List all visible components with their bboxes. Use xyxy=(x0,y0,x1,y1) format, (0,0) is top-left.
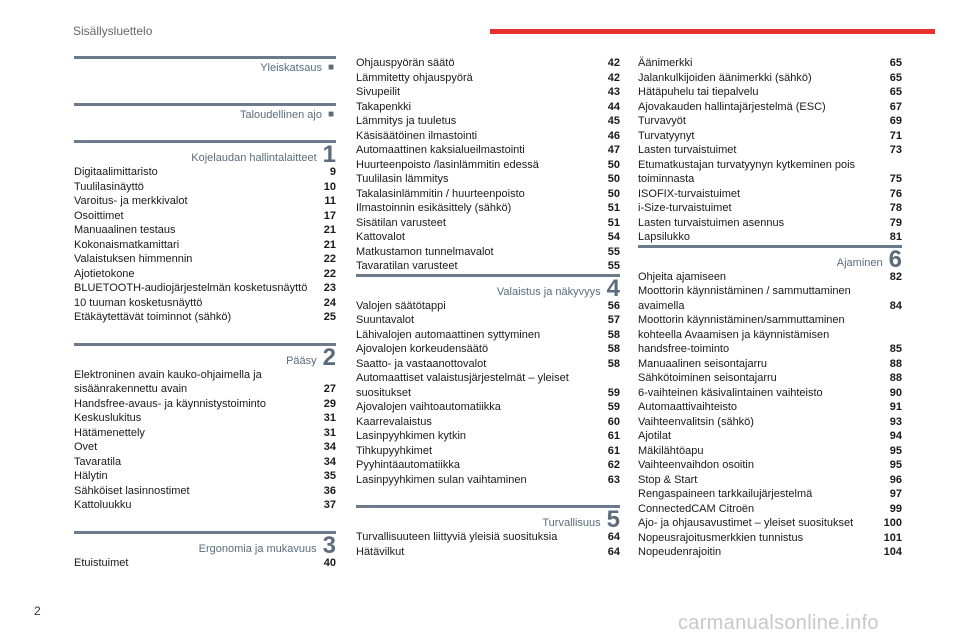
toc-entry-title: Stop & Start xyxy=(638,473,698,486)
toc-entry-title: Lasinpyyhkimen sulan vaihtaminen xyxy=(356,473,527,486)
toc-entry-page: 82 xyxy=(889,270,902,283)
toc-entry-title: Vaihteenvalitsin (sähkö) xyxy=(638,415,754,428)
section-heading xyxy=(74,140,336,168)
section-heading xyxy=(74,103,336,122)
toc-entry[interactable] xyxy=(356,400,620,415)
toc-entry[interactable] xyxy=(356,172,620,187)
toc-entry[interactable] xyxy=(74,556,336,571)
toc-entry-title: Lapsilukko xyxy=(638,231,690,243)
toc-entry-page: 10 xyxy=(323,180,336,193)
toc-entry-page: 67 xyxy=(889,100,902,113)
toc-entry-page: 27 xyxy=(323,383,336,395)
toc-entry-title: Jalankulkijoiden äänimerkki (sähkö) xyxy=(638,71,812,84)
toc-section xyxy=(74,531,336,571)
toc-entry-page: 50 xyxy=(607,158,620,171)
toc-entry-title: Kokonaismatkamittari xyxy=(74,238,180,251)
toc-entry-page: 58 xyxy=(607,343,620,355)
toc-entry[interactable] xyxy=(638,458,902,473)
toc-entry-title: Tuulilasinäyttö xyxy=(74,180,144,193)
toc-entry-title: Lasinpyyhkimen kytkin xyxy=(356,430,467,442)
toc-entry-title: Keskuslukitus xyxy=(74,412,142,424)
toc-entry-title: Vaihteenvaihdon osoitin xyxy=(638,459,754,471)
section-heading xyxy=(74,531,336,559)
toc-entry-title: Etäkäytettävät toiminnot (sähkö) xyxy=(74,311,232,323)
toc-section xyxy=(74,343,336,513)
toc-entry[interactable] xyxy=(356,530,620,545)
toc-entry[interactable] xyxy=(356,545,620,560)
toc-entry-title: Lämmitetty ohjauspyörä xyxy=(356,71,473,84)
toc-entry-title: Käsisäätöinen ilmastointi xyxy=(356,129,478,142)
toc-entry[interactable] xyxy=(638,473,902,488)
toc-entry-title: Automaattinen kaksialueilmastointi xyxy=(356,144,525,156)
toc-entry-page: 47 xyxy=(607,144,620,156)
toc-entry[interactable] xyxy=(638,545,902,560)
toc-entry-page: 101 xyxy=(883,531,902,544)
toc-entry[interactable] xyxy=(638,71,902,86)
section-title[interactable]: Ajaminen xyxy=(836,256,883,269)
toc-entry[interactable] xyxy=(356,85,620,100)
toc-section xyxy=(638,56,902,245)
toc-entry-page: 61 xyxy=(607,444,620,457)
toc-entry-title: Ohjauspyörän säätö xyxy=(356,57,455,69)
toc-entry[interactable] xyxy=(638,502,902,517)
toc-entry-title: Pyyhintäautomatiikka xyxy=(356,459,460,471)
toc-entry[interactable] xyxy=(74,498,336,513)
toc-entry-page: 55 xyxy=(607,260,620,272)
toc-entry-page: 71 xyxy=(889,129,902,142)
toc-entry[interactable] xyxy=(638,444,902,459)
toc-entry[interactable] xyxy=(638,100,902,115)
toc-entry-title: Lasten turvaistuimen asennus xyxy=(638,216,785,229)
section-number: 3 xyxy=(322,531,336,559)
toc-entry[interactable] xyxy=(74,469,336,484)
toc-entry-title: Nopeudenrajoitin xyxy=(638,546,722,558)
toc-entry-page: 95 xyxy=(889,444,902,457)
toc-entry-page: 95 xyxy=(889,459,902,471)
toc-entry-title: Tihkupyyhkimet xyxy=(356,444,433,457)
toc-entry-page: 73 xyxy=(889,144,902,156)
section-title[interactable]: Ergonomia ja mukavuus xyxy=(198,542,317,555)
toc-entry-page: 56 xyxy=(607,299,620,312)
toc-entry-page: 94 xyxy=(889,430,902,442)
toc-entry-page: 90 xyxy=(889,386,902,399)
toc-entry-page: 11 xyxy=(324,195,336,207)
toc-entry-title: 10 tuuman kosketusnäyttö xyxy=(74,296,203,309)
toc-entry[interactable] xyxy=(74,368,336,397)
toc-entry-title: Sähköiset lasinnostimet xyxy=(74,484,190,497)
toc-entry-title: Etumatkustajan turvatyynyn kytkeminen pois toiminnasta xyxy=(638,158,856,185)
toc-entry[interactable] xyxy=(356,259,620,274)
toc-entry[interactable] xyxy=(356,143,620,158)
toc-entry-title: Lämmitys ja tuuletus xyxy=(356,115,457,127)
toc-entry-page: 63 xyxy=(607,473,620,486)
toc-entry-page: 58 xyxy=(607,357,620,370)
toc-entry-title: Kattoluukku xyxy=(74,499,132,511)
toc-entry-page: 61 xyxy=(607,430,620,442)
toc-entry-title: Handsfree-avaus- ja käynnistystoiminto xyxy=(74,397,266,410)
toc-entry-title: 6-vaihteinen käsivalintainen vaihteisto xyxy=(638,386,823,399)
toc-entry-page: 9 xyxy=(329,166,336,178)
toc-entry-title: Takapenkki xyxy=(356,100,412,113)
toc-entry[interactable] xyxy=(638,129,902,144)
toc-entry-page: 88 xyxy=(889,372,902,384)
toc-entry-page: 43 xyxy=(607,86,620,98)
toc-entry[interactable] xyxy=(356,429,620,444)
toc-entry[interactable] xyxy=(638,429,902,444)
section-title[interactable]: Kojelaudan hallintalaitteet xyxy=(191,152,317,164)
toc-entry[interactable] xyxy=(74,252,336,267)
toc-entry[interactable] xyxy=(74,194,336,209)
toc-entry-title: Ajo- ja ohjausavustimet – yleiset suositukset xyxy=(638,517,854,529)
toc-entry[interactable] xyxy=(638,143,902,158)
toc-entry[interactable] xyxy=(74,310,336,325)
toc-entry-title: Ohjeita ajamiseen xyxy=(638,270,727,283)
toc-entry[interactable] xyxy=(74,238,336,253)
toc-entry-title: Turvavyöt xyxy=(638,115,686,127)
toc-entry[interactable] xyxy=(74,440,336,455)
toc-entry[interactable] xyxy=(74,209,336,224)
toc-entry-page: 17 xyxy=(323,209,336,222)
toc-entry-title: Lähivalojen automaattinen syttyminen xyxy=(356,328,541,341)
toc-entry-page: 42 xyxy=(607,57,620,69)
toc-entry[interactable] xyxy=(74,267,336,282)
toc-entry-title: Elektroninen avain kauko-ohjaimella ja sisäänrakennettu avain xyxy=(74,368,262,395)
toc-entry-page: 34 xyxy=(323,441,336,453)
toc-section xyxy=(74,140,336,325)
toc-entry[interactable] xyxy=(74,426,336,441)
toc-entry-title: ConnectedCAM Citroën xyxy=(638,502,755,515)
toc-entry[interactable] xyxy=(74,455,336,470)
toc-entry[interactable] xyxy=(356,458,620,473)
toc-entry-page: 31 xyxy=(323,426,336,439)
toc-entry-title: Takalasinlämmitin / huurteenpoisto xyxy=(356,187,525,200)
toc-entry-page: 50 xyxy=(607,173,620,185)
toc-entry-title: Sivupeilit xyxy=(356,86,401,98)
toc-entry-page: 36 xyxy=(323,484,336,497)
toc-entry-page: 24 xyxy=(323,296,336,309)
toc-entry-title: Valojen säätötappi xyxy=(356,299,446,312)
toc-entry-title: Matkustamon tunnelmavalot xyxy=(356,245,494,258)
toc-entry-page: 54 xyxy=(607,231,620,243)
toc-entry-title: BLUETOOTH-audiojärjestelmän kosketusnäyttö xyxy=(74,282,308,294)
toc-entry[interactable] xyxy=(356,201,620,216)
toc-section xyxy=(356,56,620,274)
toc-entry[interactable] xyxy=(638,114,902,129)
section-number: 6 xyxy=(888,245,902,273)
toc-entry-page: 64 xyxy=(607,545,620,558)
section-number: 1 xyxy=(322,141,336,168)
section-heading xyxy=(74,343,336,371)
toc-entry-page: 85 xyxy=(889,343,902,355)
toc-entry-page: 34 xyxy=(323,455,336,468)
toc-entry-page: 84 xyxy=(889,299,902,312)
toc-entry-title: Turvatyynyt xyxy=(638,129,695,142)
section-title[interactable]: Yleiskatsaus xyxy=(260,62,322,74)
section-heading xyxy=(638,245,902,273)
section-bullet-icon: ■ xyxy=(327,109,334,120)
toc-column-1 xyxy=(74,56,336,570)
toc-entry-page: 62 xyxy=(607,459,620,471)
toc-entry-title: Manuaalinen seisontajarru xyxy=(638,357,768,370)
section-number: 4 xyxy=(606,274,620,302)
toc-entry-page: 35 xyxy=(323,470,336,482)
toc-entry-title: Valaistuksen himmennin xyxy=(74,253,193,265)
section-heading xyxy=(74,56,336,75)
toc-entry-title: Hätävilkut xyxy=(356,545,405,558)
toc-entry[interactable] xyxy=(74,411,336,426)
toc-entry[interactable] xyxy=(74,165,336,180)
toc-entry[interactable] xyxy=(356,129,620,144)
toc-entry-title: Sisätilan varusteet xyxy=(356,216,446,229)
toc-entry[interactable] xyxy=(356,187,620,202)
toc-entry-page: 37 xyxy=(323,499,336,511)
toc-entry-page: 59 xyxy=(607,401,620,413)
toc-entry-title: Ajotilat xyxy=(638,430,672,442)
toc-entry-page: 79 xyxy=(889,216,902,229)
toc-entry-page: 65 xyxy=(889,57,902,69)
toc-entry[interactable] xyxy=(638,487,902,502)
toc-entry-page: 21 xyxy=(323,224,336,236)
toc-entry-page: 50 xyxy=(607,187,620,200)
toc-entry[interactable] xyxy=(356,357,620,372)
toc-entry[interactable] xyxy=(356,342,620,357)
toc-entry[interactable] xyxy=(638,531,902,546)
section-number: 2 xyxy=(322,343,336,371)
toc-entry[interactable] xyxy=(356,114,620,129)
toc-entry-page: 46 xyxy=(607,129,620,142)
toc-entry-title: Osoittimet xyxy=(74,209,124,222)
toc-entry[interactable] xyxy=(74,281,336,296)
toc-section xyxy=(74,103,336,122)
toc-entry[interactable] xyxy=(356,216,620,231)
toc-column-2 xyxy=(356,56,620,559)
page-number: 2 xyxy=(34,604,41,618)
toc-entry[interactable] xyxy=(356,158,620,173)
toc-entry[interactable] xyxy=(356,313,620,328)
toc-entry-page: 65 xyxy=(889,71,902,84)
toc-entry[interactable] xyxy=(356,415,620,430)
toc-entry[interactable] xyxy=(638,516,902,531)
toc-entry[interactable] xyxy=(638,158,902,187)
toc-entry-page: 55 xyxy=(607,245,620,258)
section-title[interactable]: Turvallisuus xyxy=(542,517,601,529)
toc-entry-page: 60 xyxy=(607,415,620,428)
toc-entry[interactable] xyxy=(356,444,620,459)
toc-entry-title: Hätämenettely xyxy=(74,426,145,439)
toc-entry-page: 69 xyxy=(889,115,902,127)
toc-entry-page: 25 xyxy=(323,311,336,323)
toc-entry-page: 65 xyxy=(889,86,902,98)
toc-entry[interactable] xyxy=(74,397,336,412)
toc-entry-title: Äänimerkki xyxy=(638,57,693,69)
toc-entry-title: Suuntavalot xyxy=(356,314,415,326)
toc-entry-title: Hätäpuhelu tai tiepalvelu xyxy=(638,86,759,98)
toc-entry-page: 59 xyxy=(607,386,620,399)
toc-entry-title: ISOFIX-turvaistuimet xyxy=(638,187,741,200)
toc-entry-page: 29 xyxy=(323,397,336,410)
toc-entry[interactable] xyxy=(356,71,620,86)
toc-entry[interactable] xyxy=(638,187,902,202)
toc-entry[interactable] xyxy=(356,230,620,245)
toc-entry[interactable] xyxy=(638,415,902,430)
section-title[interactable]: Valaistus ja näkyvyys xyxy=(496,285,601,298)
toc-entry-title: Ovet xyxy=(74,441,98,453)
toc-entry-page: 23 xyxy=(323,282,336,294)
toc-entry-title: Manuaalinen testaus xyxy=(74,224,176,236)
toc-entry-title: Ilmastoinnin esikäsittely (sähkö) xyxy=(356,202,512,214)
toc-section xyxy=(74,56,336,75)
toc-entry-page: 51 xyxy=(607,202,620,214)
toc-entry-page: 58 xyxy=(607,328,620,341)
toc-entry-page: 97 xyxy=(889,488,902,500)
toc-entry-page: 44 xyxy=(607,100,620,113)
toc-entry-title: Hälytin xyxy=(74,470,108,482)
toc-entry[interactable] xyxy=(356,328,620,343)
toc-entry[interactable] xyxy=(638,357,902,372)
toc-entry-title: Automaattiset valaistusjärjestelmät – yleiset suositukset xyxy=(356,372,569,399)
toc-entry-page: 88 xyxy=(889,357,902,370)
toc-entry[interactable] xyxy=(638,284,902,313)
toc-entry[interactable] xyxy=(356,299,620,314)
section-title[interactable]: Pääsy xyxy=(286,354,317,367)
toc-entry[interactable] xyxy=(356,56,620,71)
toc-entry-title: Etuistuimet xyxy=(74,556,129,569)
toc-entry-page: 93 xyxy=(889,415,902,428)
toc-entry[interactable] xyxy=(74,223,336,238)
toc-entry[interactable] xyxy=(356,100,620,115)
toc-section xyxy=(356,505,620,559)
toc-entry[interactable] xyxy=(356,371,620,400)
toc-entry[interactable] xyxy=(638,313,902,357)
toc-entry-title: Ajotietokone xyxy=(74,267,135,280)
toc-entry-page: 100 xyxy=(883,517,902,529)
section-heading xyxy=(356,505,620,533)
toc-entry[interactable] xyxy=(638,270,902,285)
toc-entry-page: 31 xyxy=(323,412,336,424)
toc-entry-page: 96 xyxy=(889,473,902,486)
toc-section xyxy=(638,245,902,560)
toc-entry-title: Tavaratila xyxy=(74,455,122,468)
section-bullet-icon: ■ xyxy=(327,62,334,73)
toc-entry-page: 42 xyxy=(607,71,620,84)
toc-entry-title: Saatto- ja vastaanottovalot xyxy=(356,357,487,370)
toc-entry-title: Ajovalojen korkeudensäätö xyxy=(356,343,489,355)
toc-entry-title: Rengaspaineen tarkkailujärjestelmä xyxy=(638,488,813,500)
toc-entry-title: Sähkötoiminen seisontajarru xyxy=(638,372,777,384)
toc-entry-title: Turvallisuuteen liittyviä yleisiä suosituksia xyxy=(356,531,558,543)
toc-entry-page: 64 xyxy=(607,531,620,543)
toc-entry-page: 99 xyxy=(889,502,902,515)
toc-entry-page: 22 xyxy=(323,253,336,265)
toc-entry[interactable] xyxy=(638,371,902,386)
toc-entry-page: 91 xyxy=(889,401,902,413)
toc-entry-title: Automaattivaihteisto xyxy=(638,401,738,413)
toc-entry[interactable] xyxy=(638,386,902,401)
toc-entry-title: Huurteenpoisto /lasinlämmitin edessä xyxy=(356,158,539,171)
toc-entry-page: 78 xyxy=(889,202,902,214)
section-heading xyxy=(356,274,620,302)
toc-entry-title: Moottorin käynnistäminen/sammuttaminen kohteella Avaamisen ja käynnistämisen handsfree-toiminto xyxy=(638,314,845,355)
toc-entry[interactable] xyxy=(638,230,902,245)
toc-entry-page: 75 xyxy=(889,173,902,185)
section-title[interactable]: Taloudellinen ajo xyxy=(240,109,322,121)
toc-entry-page: 104 xyxy=(883,546,902,558)
toc-entry-title: i-Size-turvaistuimet xyxy=(638,202,732,214)
toc-entry[interactable] xyxy=(638,400,902,415)
page-header-title: Sisällysluettelo xyxy=(73,24,153,38)
toc-entry[interactable] xyxy=(74,296,336,311)
toc-entry-page: 21 xyxy=(323,238,336,251)
toc-entry[interactable] xyxy=(638,56,902,71)
toc-entry[interactable] xyxy=(638,85,902,100)
toc-entry-page: 40 xyxy=(323,556,336,569)
toc-entry-page: 45 xyxy=(607,115,620,127)
toc-entry-title: Varoitus- ja merkkivalot xyxy=(74,195,188,207)
toc-entry[interactable] xyxy=(74,180,336,195)
toc-entry-title: Ajovalojen vaihtoautomatiikka xyxy=(356,401,501,413)
watermark: carmanualsonline.info xyxy=(678,612,879,634)
toc-entry-title: Ajovakauden hallintajärjestelmä (ESC) xyxy=(638,100,826,113)
toc-section xyxy=(356,274,620,488)
toc-entry[interactable] xyxy=(74,484,336,499)
toc-entry[interactable] xyxy=(356,473,620,488)
toc-entry-page: 51 xyxy=(607,216,620,229)
toc-entry[interactable] xyxy=(638,216,902,231)
toc-entry-title: Digitaalimittaristo xyxy=(74,166,158,178)
toc-column-3 xyxy=(638,56,902,560)
toc-entry-title: Kaarrevalaistus xyxy=(356,415,432,428)
toc-entry-page: 57 xyxy=(607,314,620,326)
toc-entry-title: Lasten turvaistuimet xyxy=(638,144,737,156)
toc-entry[interactable] xyxy=(638,201,902,216)
toc-entry-page: 22 xyxy=(323,267,336,280)
toc-entry-title: Moottorin käynnistäminen / sammuttaminen avaimella xyxy=(638,285,851,312)
toc-entry-title: Tavaratilan varusteet xyxy=(356,260,458,272)
section-number: 5 xyxy=(606,506,620,533)
toc-entry-title: Tuulilasin lämmitys xyxy=(356,173,449,185)
toc-entry-page: 81 xyxy=(889,231,902,243)
toc-entry-title: Mäkilähtöapu xyxy=(638,444,704,457)
toc-entry-page: 76 xyxy=(889,187,902,200)
header-accent-bar xyxy=(490,29,935,34)
toc-entry-title: Nopeusrajoitusmerkkien tunnistus xyxy=(638,531,804,544)
toc-entry[interactable] xyxy=(356,245,620,260)
toc-entry-title: Kattovalot xyxy=(356,231,405,243)
